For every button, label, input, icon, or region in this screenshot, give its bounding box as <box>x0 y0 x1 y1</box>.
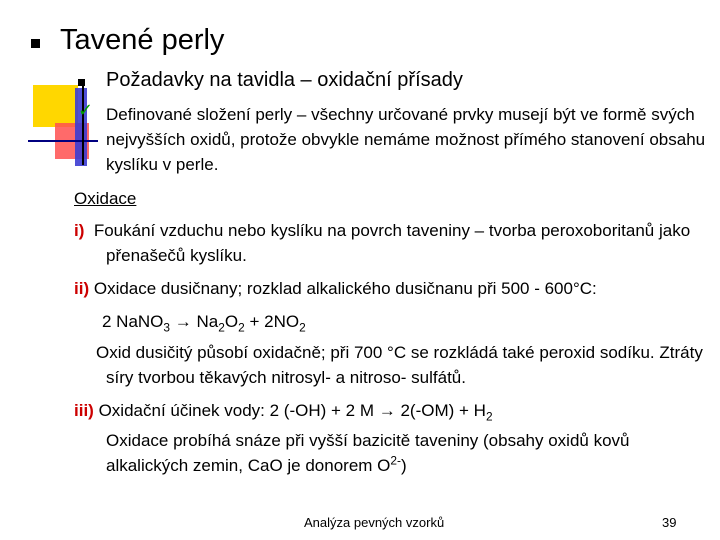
item-iii-marker: iii) <box>74 401 94 420</box>
item-ii <box>74 276 714 301</box>
slide-title: Tavené perly <box>60 24 225 56</box>
subheading: Požadavky na tavidla – oxidační přísady <box>106 69 463 91</box>
item-iii-note: Oxidace probíhá snáze při vyšší bazicitě taveniny (obsahy oxidů kovů alkalických zemin, CaO je donorem $O^{2-}$) <box>106 431 630 475</box>
oxidace-label: Oxidace <box>74 189 137 208</box>
item-i-text: Foukání vzduchu nebo kyslíku na povrch taveniny – tvorba peroxoboritanů jako přenašečů kyslíku. <box>93 221 691 265</box>
footer-text: Analýza pevných vzorků <box>304 515 445 530</box>
arrow-icon: → <box>174 312 192 331</box>
item-ii-equation: 2 NaNO$_3$ → $Na_2O_2 + 2NO_2$ <box>102 312 306 335</box>
check-text: Definované složení perly – všechny určované prvky musejí být ve formě svých nejvyšších oxidů, protože obvykle nemáme možnost přímého stanovení obsahu kyslíku v perle. <box>106 105 706 174</box>
checkmark-icon: ✓ <box>78 100 94 121</box>
title-bullet <box>31 39 40 48</box>
page-number: 39 <box>662 515 677 530</box>
arrow-icon: → <box>378 401 396 420</box>
item-ii-text: Oxidace dusičnany; rozklad alkalického dusičnanu při 500 - 600°C: <box>93 279 597 298</box>
item-i <box>74 218 706 268</box>
item-iii: iii) Oxidační účinek vody: 2 (-OH) + 2 $M \to 2(-OM) + H_2$ <box>74 401 493 424</box>
subheading-bullet <box>78 79 85 86</box>
item-ii-note: Oxid dusičitý působí oxidačně; při 700 °C se rozkládá také peroxid sodíku. Ztráty síry tvorbou těkavých nitrosyl- a nitroso- sulfátů. <box>96 343 703 387</box>
item-ii-marker: ii) <box>74 279 90 298</box>
decorative-graphic <box>28 80 98 165</box>
item-i-marker: i) <box>74 221 85 240</box>
